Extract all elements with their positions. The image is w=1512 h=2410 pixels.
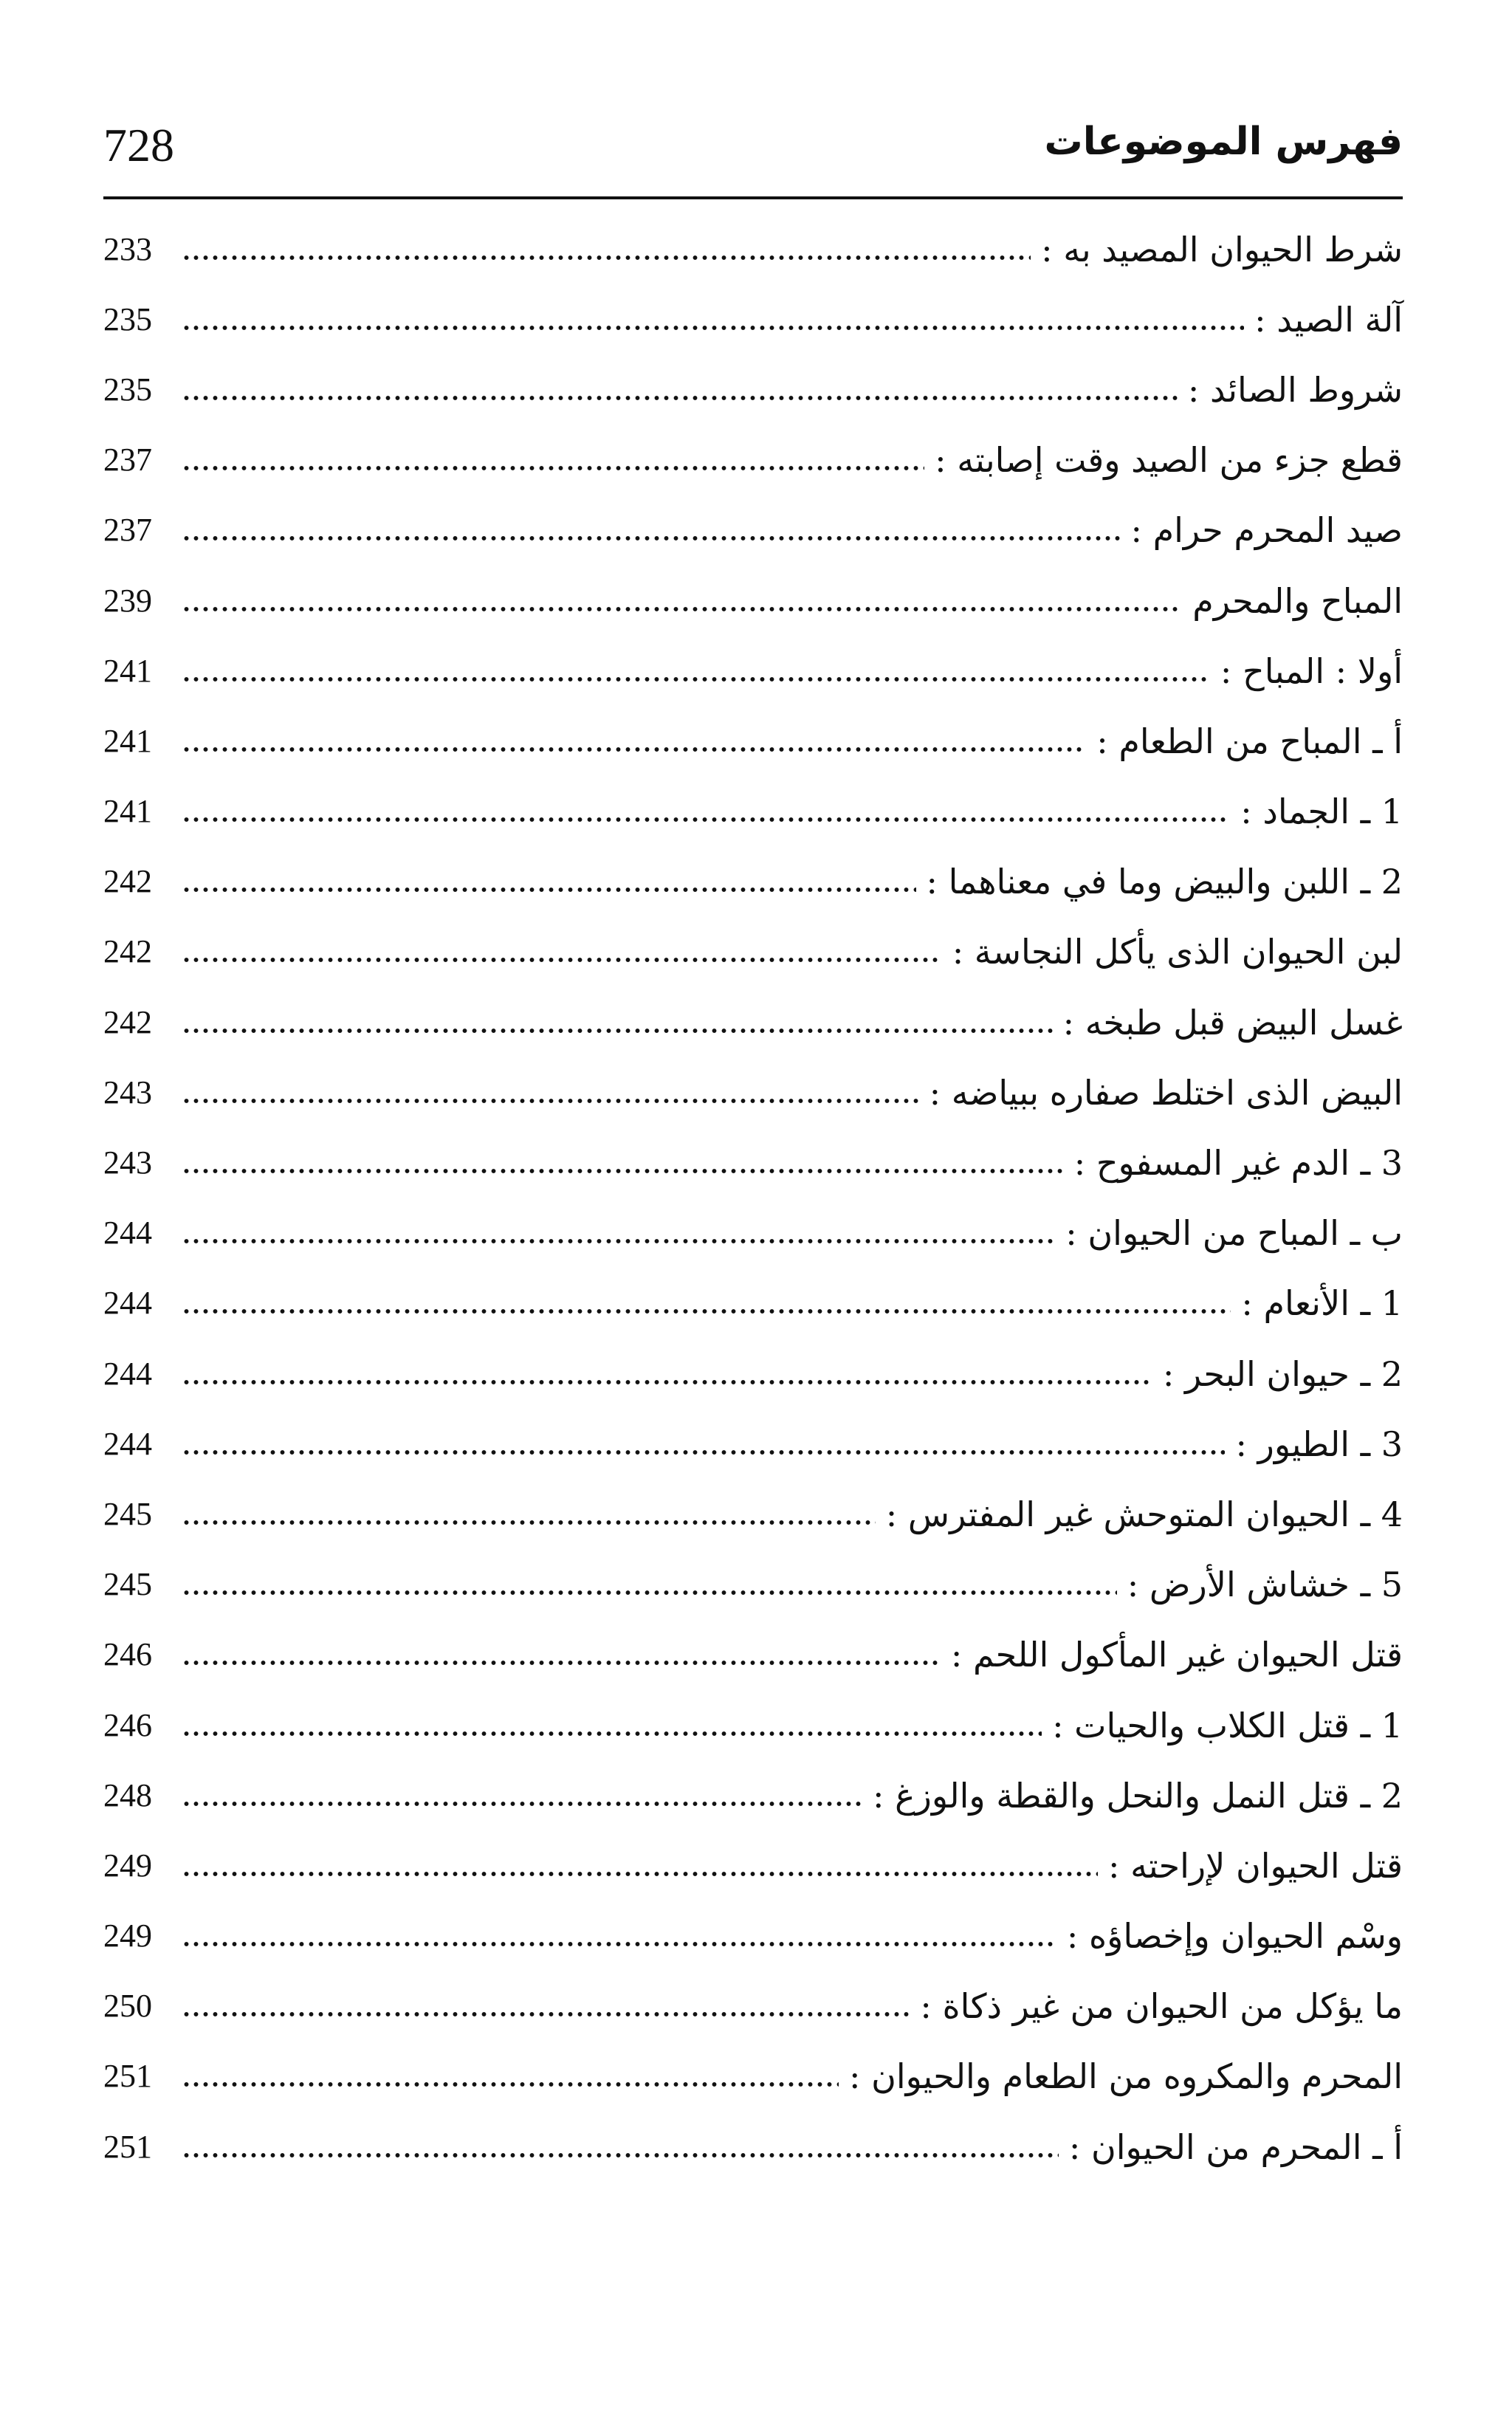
toc-entry-page: 248 (103, 1776, 152, 1813)
toc-entry (103, 2112, 1403, 2182)
toc-entry-title: شرط الحيوان المصيد به : (1041, 229, 1403, 270)
dot-leader (182, 745, 1086, 754)
toc-entry-page: 246 (103, 1706, 152, 1743)
table-of-contents (103, 214, 1403, 2182)
toc-entry-page: 241 (103, 722, 152, 759)
toc-entry (103, 425, 1403, 495)
toc-entry-page: 239 (103, 582, 152, 619)
toc-entry-title: قتل الحيوان لإراحته : (1108, 1845, 1403, 1886)
toc-entry-page: 242 (103, 1003, 152, 1040)
dot-leader (182, 675, 1210, 684)
dot-leader (182, 1870, 1098, 1878)
toc-entry-title: ب ـ المباح من الحيوان : (1065, 1213, 1403, 1254)
dot-leader (182, 2080, 839, 2089)
toc-entry (103, 495, 1403, 566)
dot-leader (182, 1658, 941, 1667)
toc-entry-page: 237 (103, 442, 152, 478)
toc-entry-page: 233 (103, 230, 152, 267)
toc-entry-title: قطع جزء من الصيد وقت إصابته : (935, 440, 1403, 481)
toc-entry (103, 777, 1403, 847)
toc-entry (103, 847, 1403, 917)
dot-leader (182, 1448, 1225, 1457)
toc-entry-title: شروط الصائد : (1187, 369, 1403, 410)
toc-entry-page: 246 (103, 1636, 152, 1673)
toc-entry-page: 244 (103, 1215, 152, 1252)
toc-entry-page: 244 (103, 1425, 152, 1462)
toc-entry-title: صيد المحرم حرام : (1130, 510, 1403, 551)
dot-leader (182, 605, 1182, 614)
toc-entry (103, 284, 1403, 354)
toc-entry-page: 243 (103, 1144, 152, 1181)
toc-entry-title: 3 ـ الدم غير المسفوح : (1073, 1143, 1403, 1184)
toc-entry-page: 242 (103, 933, 152, 970)
toc-entry-page: 245 (103, 1566, 152, 1603)
dot-leader (182, 1799, 862, 1808)
toc-entry-page: 241 (103, 652, 152, 689)
toc-entry (103, 1620, 1403, 1690)
toc-entry-title: 2 ـ قتل النمل والنحل والقطة والوزغ : (873, 1775, 1403, 1816)
toc-entry-title: 3 ـ الطيور : (1235, 1424, 1403, 1464)
toc-entry-page: 244 (103, 1285, 152, 1322)
toc-entry-title: 1 ـ قتل الكلاب والحيات : (1052, 1705, 1403, 1745)
dot-leader (182, 323, 1244, 332)
toc-entry-page: 250 (103, 1988, 152, 2025)
toc-entry (103, 1339, 1403, 1409)
toc-entry (103, 917, 1403, 987)
toc-entry (103, 1550, 1403, 1620)
toc-entry-title: المحرم والمكروه من الطعام والحيوان : (848, 2056, 1403, 2097)
toc-entry-title: وسْم الحيوان وإخصاؤه : (1066, 1916, 1403, 1957)
toc-entry-title: 1 ـ الأنعام : (1241, 1283, 1403, 1324)
toc-entry-title: أ ـ المحرم من الحيوان : (1068, 2126, 1403, 2167)
dot-leader (182, 2010, 910, 2019)
toc-entry (103, 1690, 1403, 1760)
running-title: فهرس الموضوعات (1044, 120, 1403, 164)
toc-entry (103, 636, 1403, 706)
toc-entry-title: قتل الحيوان غير المأكول اللحم : (950, 1635, 1403, 1675)
dot-leader (182, 1588, 1117, 1597)
dot-leader (182, 955, 942, 964)
dot-leader (182, 885, 916, 894)
header-rule (103, 196, 1403, 199)
toc-entry-page: 244 (103, 1355, 152, 1392)
toc-entry (103, 2042, 1403, 2112)
dot-leader (182, 815, 1230, 824)
toc-entry (103, 1198, 1403, 1268)
toc-entry-title: 2 ـ اللبن والبيض وما في معناهما : (926, 862, 1403, 902)
toc-entry-page: 241 (103, 793, 152, 830)
toc-entry (103, 1127, 1403, 1198)
toc-entry (103, 354, 1403, 425)
dot-leader (182, 534, 1121, 543)
toc-entry (103, 1409, 1403, 1479)
toc-entry (103, 1971, 1403, 2042)
toc-entry-title: 5 ـ خشاش الأرض : (1127, 1565, 1403, 1605)
toc-entry-page: 251 (103, 2058, 152, 2095)
toc-entry (103, 987, 1403, 1057)
toc-entry-page: 242 (103, 863, 152, 900)
toc-entry-title: لبن الحيوان الذى يأكل النجاسة : (952, 932, 1403, 972)
dot-leader (182, 1167, 1064, 1175)
toc-entry-title: 1 ـ الجماد : (1240, 792, 1403, 832)
dot-leader (182, 464, 924, 473)
toc-entry-page: 251 (103, 2128, 152, 2165)
toc-entry-page: 249 (103, 1847, 152, 1884)
toc-entry-title: المباح والمحرم (1192, 580, 1403, 621)
toc-entry (103, 1268, 1403, 1339)
dot-leader (182, 1378, 1152, 1387)
toc-entry (103, 1057, 1403, 1127)
page-header (103, 103, 1403, 177)
dot-leader (182, 1518, 876, 1527)
dot-leader (182, 1940, 1056, 1949)
toc-entry (103, 1901, 1403, 1971)
dot-leader (182, 1307, 1231, 1316)
toc-entry-page: 243 (103, 1074, 152, 1110)
toc-entry (103, 214, 1403, 284)
toc-entry (103, 566, 1403, 636)
toc-entry (103, 1760, 1403, 1830)
dot-leader (182, 1237, 1055, 1246)
toc-entry-page: 249 (103, 1918, 152, 1954)
toc-entry-title: أولا : المباح : (1220, 650, 1403, 691)
toc-entry-title: البيض الذى اختلط صفاره ببياضه : (929, 1072, 1403, 1113)
toc-entry-title: أ ـ المباح من الطعام : (1096, 721, 1403, 761)
toc-entry-title: غسل البيض قبل طبخه : (1062, 1002, 1403, 1043)
toc-entry-page: 245 (103, 1495, 152, 1532)
toc-entry (103, 1479, 1403, 1549)
toc-entry-title: 2 ـ حيوان البحر : (1162, 1353, 1403, 1394)
dot-leader (182, 253, 1031, 262)
dot-leader (182, 2151, 1059, 2160)
dot-leader (182, 1096, 919, 1105)
page-number: 728 (103, 119, 174, 171)
toc-entry-page: 235 (103, 371, 152, 408)
toc-entry (103, 706, 1403, 776)
dot-leader (182, 1729, 1042, 1738)
dot-leader (182, 1026, 1053, 1035)
toc-entry-title: آلة الصيد : (1254, 299, 1403, 340)
dot-leader (182, 394, 1178, 402)
toc-entry (103, 1830, 1403, 1901)
toc-entry-title: ما يؤكل من الحيوان من غير ذكاة : (920, 1986, 1403, 2027)
toc-entry-page: 237 (103, 512, 152, 549)
toc-entry-title: 4 ـ الحيوان المتوحش غير المفترس : (885, 1494, 1403, 1534)
toc-entry-page: 235 (103, 301, 152, 337)
